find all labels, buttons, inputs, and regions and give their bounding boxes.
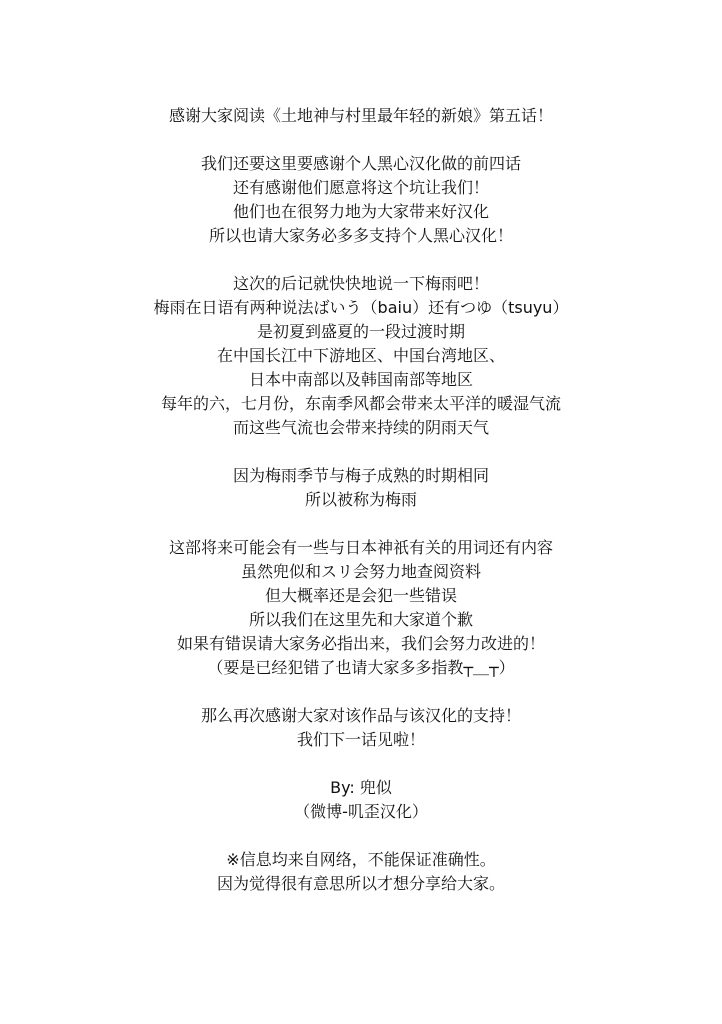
closing-line: 我们下一话见啦！ — [296, 730, 425, 749]
closing-line: 那么再次感谢大家对该作品与该汉化的支持！ — [200, 706, 521, 725]
plum-rain-line: 日本中南部以及韩国南部等地区 — [248, 370, 473, 389]
paragraph-gap — [0, 824, 722, 848]
apology-line: （要是已经犯错了也请大家多多指教┬＿┬） — [207, 658, 515, 677]
plum-rain-line: 在中国长江中下游地区、中国台湾地区、 — [216, 346, 505, 365]
apology-line: 这部将来可能会有一些与日本神祇有关的用词还有内容 — [168, 538, 553, 557]
plum-rain-line: 而这些气流也会带来持续的阴雨天气 — [232, 418, 489, 437]
paragraph-gap — [0, 440, 722, 464]
plum-rain-line: 梅雨在日语有两种说法ばいう（baiu）还有つゆ（tsuyu） — [153, 298, 569, 317]
plum-rain-line: 每年的六，七月份，东南季风都会带来太平洋的暖湿气流 — [160, 394, 561, 413]
paragraph-gap — [0, 752, 722, 776]
apology-line: 如果有错误请大家务必指出来，我们会努力改进的！ — [176, 634, 545, 653]
disclaimer-line: ※信息均来自网络，不能保证准确性。 — [226, 850, 496, 869]
paragraph-gap — [0, 512, 722, 536]
credit-line: 我们还要这里要感谢个人黑心汉化做的前四话 — [200, 154, 521, 173]
paragraph-gap — [0, 248, 722, 272]
apology-line: 虽然兜似和スリ会努力地查阅资料 — [240, 562, 481, 581]
plum-rain-line: 是初夏到盛夏的一段过渡时期 — [256, 322, 465, 341]
group-credit: （微博-叽歪汉化） — [294, 802, 428, 821]
author-signature: By: 兜似 — [330, 778, 392, 797]
thanks-title-line: 感谢大家阅读《土地神与村里最年轻的新娘》第五话！ — [168, 106, 553, 125]
disclaimer-line: 因为觉得很有意思所以才想分享给大家。 — [216, 874, 505, 893]
paragraph-gap — [0, 128, 722, 152]
name-origin-line: 因为梅雨季节与梅子成熟的时期相同 — [232, 466, 489, 485]
credit-line: 他们也在很努力地为大家带来好汉化 — [232, 202, 489, 221]
plum-rain-line: 这次的后记就快快地说一下梅雨吧！ — [232, 274, 489, 293]
paragraph-gap — [0, 680, 722, 704]
credit-line: 所以也请大家务必多多支持个人黑心汉化！ — [208, 226, 513, 245]
name-origin-line: 所以被称为梅雨 — [304, 490, 417, 509]
afterword-text — [0, 104, 722, 896]
apology-line: 所以我们在这里先和大家道个歉 — [248, 610, 473, 629]
apology-line: 但大概率还是会犯一些错误 — [264, 586, 457, 605]
credit-line: 还有感谢他们愿意将这个坑让我们！ — [232, 178, 489, 197]
